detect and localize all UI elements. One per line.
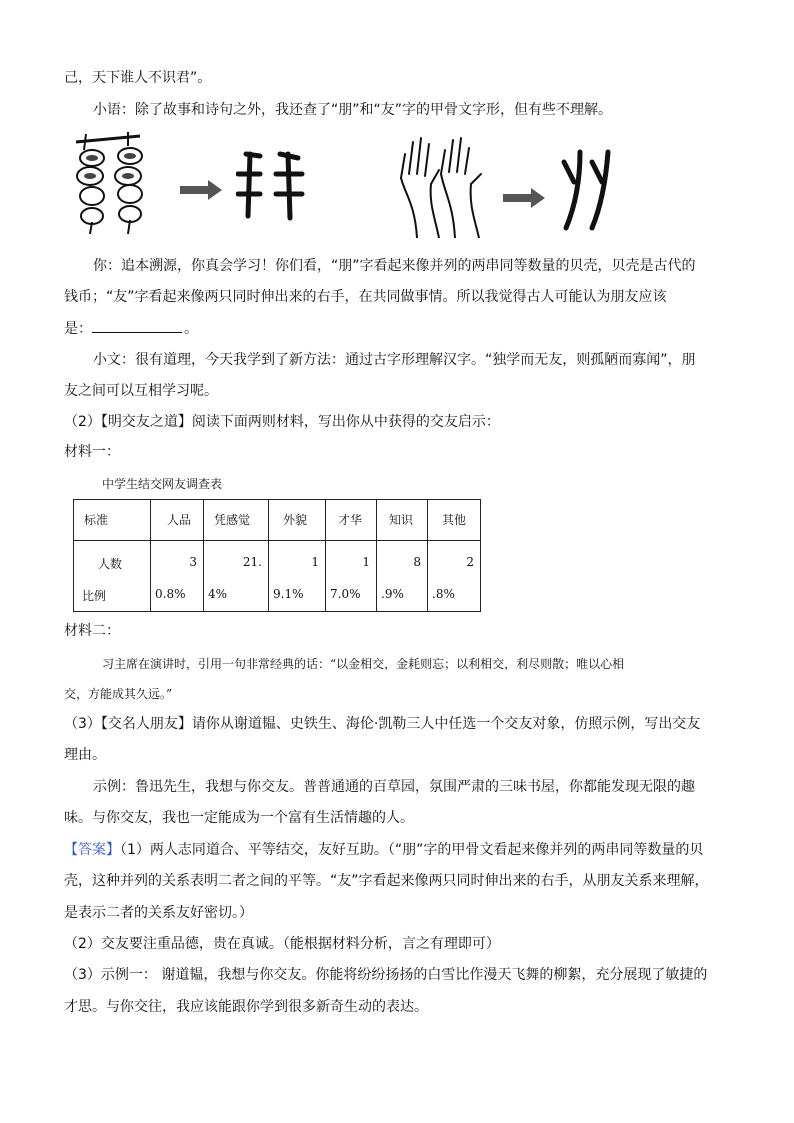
answer-tag: 【答案】 [64,842,120,858]
hands-illustration [395,134,555,238]
table-cell-count: 1 [311,555,319,569]
table-cell-ratio: 4% [208,587,228,601]
table-cell-count: 21. [242,555,262,569]
table-cell-count: 2 [466,555,474,569]
table-cell-count: 1 [362,555,370,569]
text-line-suffix: 。 [184,321,198,337]
table-cell-ratio: 7.0% [330,587,361,601]
table-cell-ratio: 0.8% [155,587,186,601]
table-header-cell: 才华 [338,513,363,527]
text-line: 你：追本溯源，你真会学习！你们看，“朋”字看起来像并列的两串同等数量的贝壳，贝壳是古代的 [93,258,696,274]
text-line: 示例：鲁迅先生，我想与你交友。普普通通的百草园，氛围严肃的三味书屋，你都能发现无限的趣 [93,779,695,795]
table-header-cell: 凭感觉 [214,513,251,527]
text-line: 小语：除了故事和诗句之外，我还查了“朋”和“友”字的甲骨文字形，但有些不理解。 [93,102,613,118]
text-line [64,318,198,339]
table-row [74,541,481,612]
material-one-label: 材料一： [64,444,120,460]
table-cell-ratio: .9% [381,587,404,601]
shells-illustration [72,126,232,238]
you-oracle-glyph [560,148,616,232]
table-cell-count: 8 [413,555,421,569]
row-label-ratio: 比例 [82,589,107,603]
text-line: 己，天下谁人不识君”。 [64,70,212,86]
text-line: 习主席在演讲时，引用一句非常经典的话：“以金相交，金耗则忘；以利相交，利尽则散；唯以心相 [102,657,625,671]
text-line [64,840,703,860]
table-cell-ratio: .8% [432,587,455,601]
table-cell-ratio: 9.1% [273,587,304,601]
table-header-cell: 外貌 [283,513,308,527]
table-cell-count: 3 [189,555,197,569]
table-header-cell: 其他 [442,513,467,527]
text-line: 味。与你交友，我也一定能成为一个富有生活情趣的人。 [64,810,414,826]
table-title: 中学生结交网友调查表 [102,477,223,491]
text-line: 小文：很有道理，今天我学到了新方法：通过古字形理解汉字。“独学而无友，则孤陋而寡闻”，朋 [93,352,696,368]
table-header-row [74,500,481,541]
text-line: （2）交友要注重品德，贵在真诚。（能根据材料分析，言之有理即可） [64,936,500,952]
table-header-cell: 人品 [167,513,192,527]
text-line: 是表示二者的关系友好密切。） [64,905,253,921]
material-two-label: 材料二： [64,623,120,639]
answer-blank[interactable] [92,318,182,333]
text-line: 理由。 [64,747,106,763]
question-3-heading: （3）【交名人朋友】请你从谢道韫、史铁生、海伦·凯勒三人中任选一个交友对象，仿照示例，写出交友 [64,716,701,732]
text-line: 友之间可以互相学习呢。 [64,383,218,399]
text-line: 壳，这种并列的关系表明二者之间的平等。“友”字看起来像两只同时伸出来的右手，从朋友关系来理解， [64,873,709,889]
table-header-cell: 知识 [389,513,414,527]
text-line: 才思。与你交往，我应该能跟你学到很多新奇生动的表达。 [64,999,428,1015]
survey-table [73,499,481,612]
text-line: 交，方能成其久远。” [64,687,173,701]
text-line: 钱币；“友”字看起来像两只同时伸出来的右手，在共同做事情。所以我觉得古人可能认为朋友应该 [64,289,667,305]
text-line: （3）示例一： 谢道韫，我想与你交友。你能将纷纷扬扬的白雪比作漫天飞舞的柳絮，充分展现了敏捷的 [64,967,708,983]
row-label-count: 人数 [98,557,123,571]
answer-text: （1）两人志同道合、平等结交，友好互助。（“朋”字的甲骨文看起来像并列的两串同等数量的贝 [120,842,704,858]
question-2-heading: （2）【明交友之道】阅读下面两则材料，写出你从中获得的交友启示： [64,414,500,430]
peng-oracle-glyph [236,150,306,222]
text-line-prefix: 是： [64,321,92,337]
table-header-cell: 标准 [84,513,109,527]
